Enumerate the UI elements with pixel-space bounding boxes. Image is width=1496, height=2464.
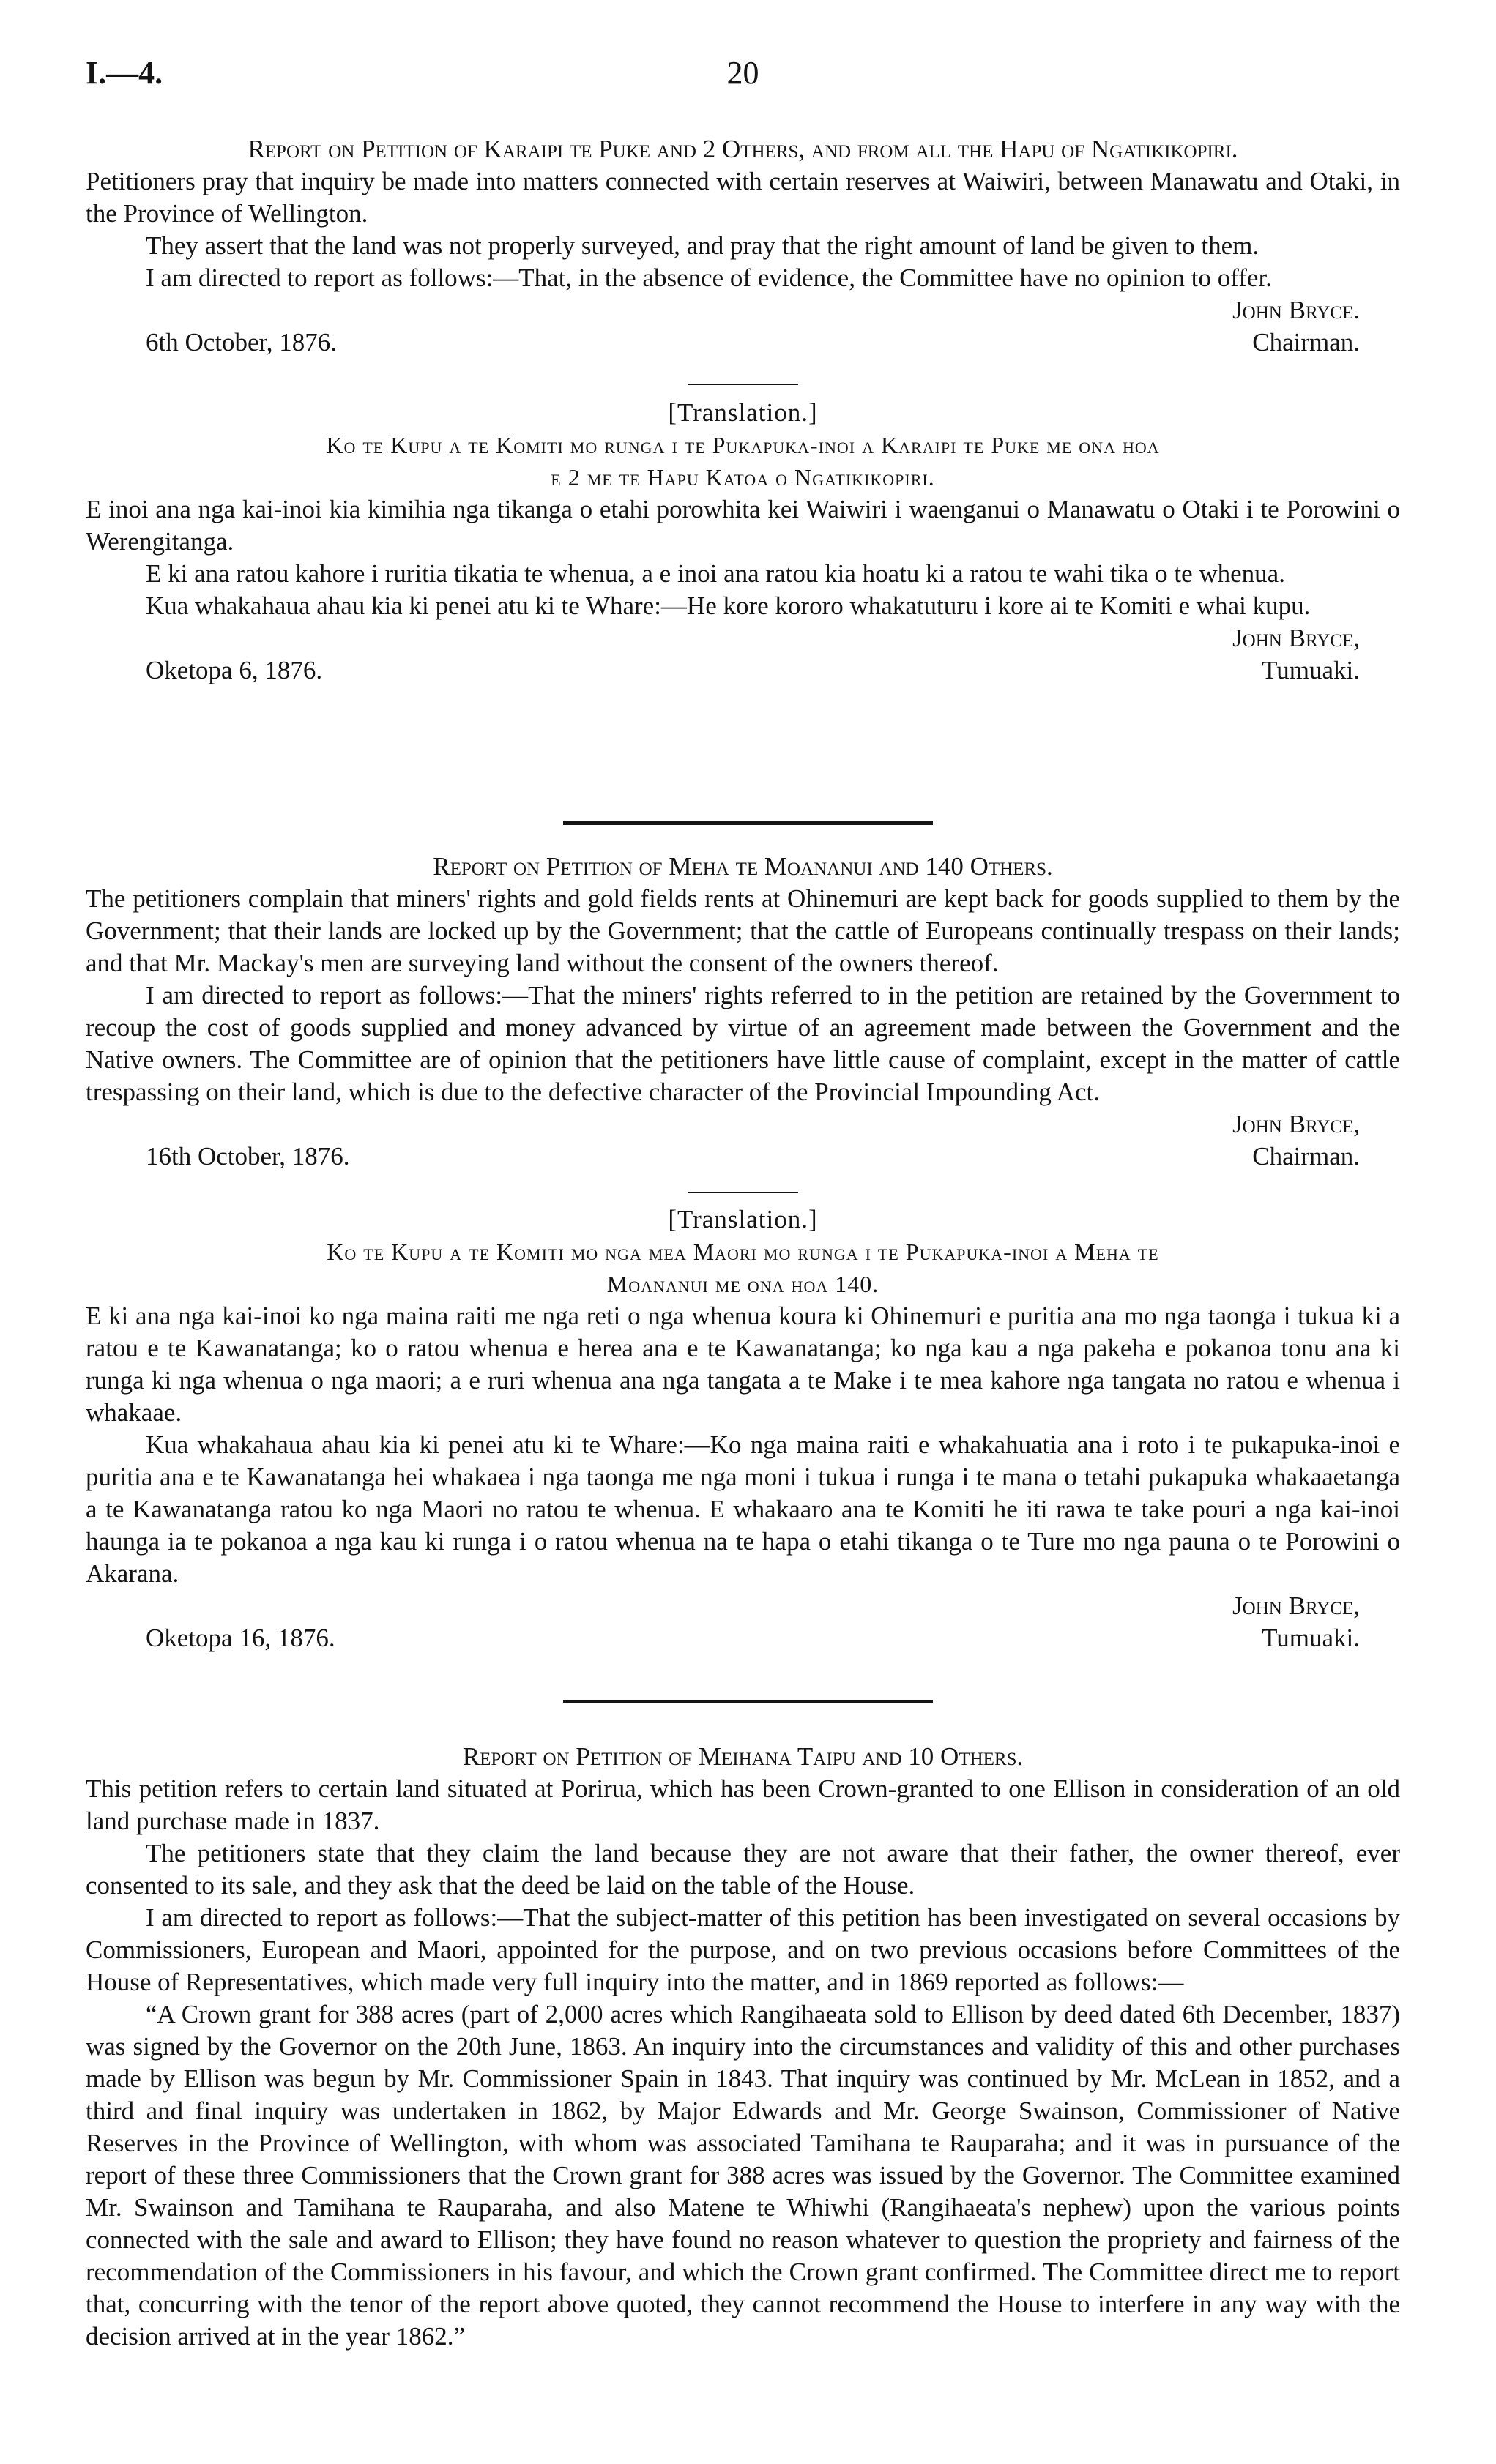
report-date: 6th October, 1876.	[146, 328, 338, 356]
signatory-name: John Bryce.	[1232, 296, 1360, 324]
report-title: Report on Petition of Meha te Moananui and 140 Others.	[433, 852, 1053, 881]
translation-title-line-2: Moananui me ona hoa 140.	[606, 1271, 879, 1297]
document-reference: I.—4.	[86, 55, 163, 91]
paragraph: E ki ana nga kai-inoi ko nga maina raiti me nga reti o nga whenua koura ki Ohinemuri e puritia ana mo nga taonga i tukua ki a ratou e te Kawanatanga; ko o ratou whenua e herea ana e te Kawanatanga; ko nga kau a nga pakeha e pokanoa tonu ana ki runga ki nga whenua o nga maori; a e ruri whenua ana nga tangata a te Make i te mea kahore nga tangata no ratou e whenua i whakaae.	[86, 1302, 1400, 1427]
report-date: Oketopa 6, 1876.	[146, 656, 323, 684]
report-title: Report on Petition of Meihana Taipu and 10 Others.	[462, 1742, 1024, 1771]
quoted-report: “A Crown grant for 388 acres (part of 2,000 acres which Rangihaeata sold to Ellison by deed dated 6th December, 1837) was signed by the Governor on the 20th June, 1863. An inquiry into the circumstances and validity of this and other purchases made by Ellison was begun by Mr. Commissioner Spain in 1843. That inquiry was continued by Mr. McLean in 1852, and a third and final inquiry was undertaken in 1862, by Major Edwards and Mr. George Swainson, Commissioner of Native Reserves in the Province of Wellington, with whom was associated Tamihana te Rauparaha; and it was in pursuance of the report of these three Commissioners that the Crown grant for 388 acres was issued by the Governor. The Committee examined Mr. Swainson and Tamihana te Rauparaha, and also Matene te Whiwhi (Rangihaeata's nephew) upon the various points connected with the sale and award to Ellison; they have found no reason whatever to question the propriety and fairness of the recommendation of the Commissioners in his favour, and which the Crown grant confirmed. The Committee direct me to report that, concurring with the tenor of the report above quoted, they cannot recommend the House to interfere in any way with the decision arrived at in the year 1862.”	[86, 2000, 1400, 2351]
page-number: 20	[726, 55, 759, 91]
paragraph: Petitioners pray that inquiry be made into matters connected with certain reserves at Waiwiri, between Manawatu and Otaki, in the Province of Wellington.	[86, 167, 1400, 228]
translation-label: [Translation.]	[668, 398, 818, 427]
paragraph: E inoi ana nga kai-inoi kia kimihia nga tikanga o etahi porowhita kei Waiwiri i waenganui o Manawatu o Otaki i te Porowini o Werengitanga.	[86, 495, 1400, 556]
report-meihana-section	[86, 1741, 1400, 2353]
translation-title-line-1: Ko te Kupu a te Komiti mo runga i te Pukapuka-inoi a Karaipi te Puke me ona hoa	[326, 432, 1160, 458]
section-divider	[0, 821, 1496, 825]
paragraph: Kua whakahaua ahau kia ki penei atu ki te Whare:—Ko nga maina raiti e whakahuatia ana i roto i te pukapuka-inoi e puritia ana e te Kawanatanga hei whakaea i nga taonga me nga moni i tukua i runga i te mana o tetahi pukapuka whakaaetanga a te Kawanatanga ratou ko nga Maori no ratou te whenua. E whakaaro ana te Komiti he iti rawa te take pouri a nga kai-inoi haunga ia te pokanoa a nga kau ki runga i o ratou whenua na te hapa o etahi tikanga o te Ture mo nga pauna o te Porowini o Akarana.	[86, 1430, 1400, 1588]
report-meha-section	[86, 851, 1400, 1654]
signatory-name: John Bryce,	[1232, 624, 1360, 652]
signatory-name: John Bryce,	[1232, 1110, 1360, 1138]
section-divider	[0, 1700, 1496, 1703]
signatory-title: Tumuaki.	[1262, 656, 1360, 684]
translation-label: [Translation.]	[668, 1205, 818, 1233]
signature-row	[86, 654, 1400, 687]
report-date: Oketopa 16, 1876.	[146, 1624, 335, 1652]
paragraph: I am directed to report as follows:—That the subject-matter of this petition has been investigated on several occasions by Commissioners, European and Maori, appointed for the purpose, and on two previous occasions before Committees of the House of Representatives, which made very full inquiry into the matter, and in 1869 reported as follows:—	[86, 1903, 1400, 1996]
paragraph: I am directed to report as follows:—That, in the absence of evidence, the Committee have no opinion to offer.	[146, 264, 1272, 292]
report-date: 16th October, 1876.	[146, 1142, 350, 1171]
page-header	[86, 57, 1400, 101]
paragraph: Kua whakahaua ahau kia ki penei atu ki te Whare:—He kore kororo whakatuturu i kore ai te Komiti e whai kupu.	[146, 591, 1311, 620]
translation-title-line-1: Ko te Kupu a te Komiti mo nga mea Maori mo runga i te Pukapuka-inoi a Meha te	[327, 1239, 1159, 1265]
paragraph: The petitioners state that they claim the land because they are not aware that their father, the owner thereof, ever consented to its sale, and they ask that the deed be laid on the table of the House.	[86, 1839, 1400, 1900]
paragraph: E ki ana ratou kahore i ruritia tikatia te whenua, a e inoi ana ratou kia hoatu ki a ratou te wahi tika o te whenua.	[146, 559, 1285, 588]
signatory-title: Tumuaki.	[1262, 1624, 1360, 1652]
signatory-name: John Bryce,	[1232, 1591, 1360, 1620]
paragraph: I am directed to report as follows:—That the miners' rights referred to in the petition are retained by the Government to recoup the cost of goods supplied and money advanced by virtue of an agreement made between the Government and the Native owners. The Committee are of opinion that the petitioners have little cause of complaint, except in the matter of cattle trespassing on their land, which is due to the defective character of the Provincial Impounding Act.	[86, 981, 1400, 1106]
signature-row	[86, 1622, 1400, 1654]
signature-row	[86, 1140, 1400, 1173]
translation-title-line-2: e 2 me te Hapu Katoa o Ngatikikopiri.	[551, 464, 935, 490]
report-title: Report on Petition of Karaipi te Puke and 2 Others, and from all the Hapu of Ngatikikopiri.	[248, 135, 1238, 163]
signatory-title: Chairman.	[1252, 328, 1360, 356]
paragraph: The petitioners complain that miners' rights and gold fields rents at Ohinemuri are kept back for goods supplied to them by the Government; that their lands are locked up by the Government; that the cattle of Europeans continually trespass on their lands; and that Mr. Mackay's men are surveying land without the consent of the owners thereof.	[86, 884, 1400, 977]
paragraph: This petition refers to certain land situated at Porirua, which has been Crown-granted to one Ellison in consideration of an old land purchase made in 1837.	[86, 1774, 1400, 1835]
paragraph: They assert that the land was not properly surveyed, and pray that the right amount of land be given to them.	[146, 231, 1259, 260]
signatory-title: Chairman.	[1252, 1142, 1360, 1171]
signature-row	[86, 326, 1400, 359]
report-karaipi-section	[86, 133, 1400, 687]
